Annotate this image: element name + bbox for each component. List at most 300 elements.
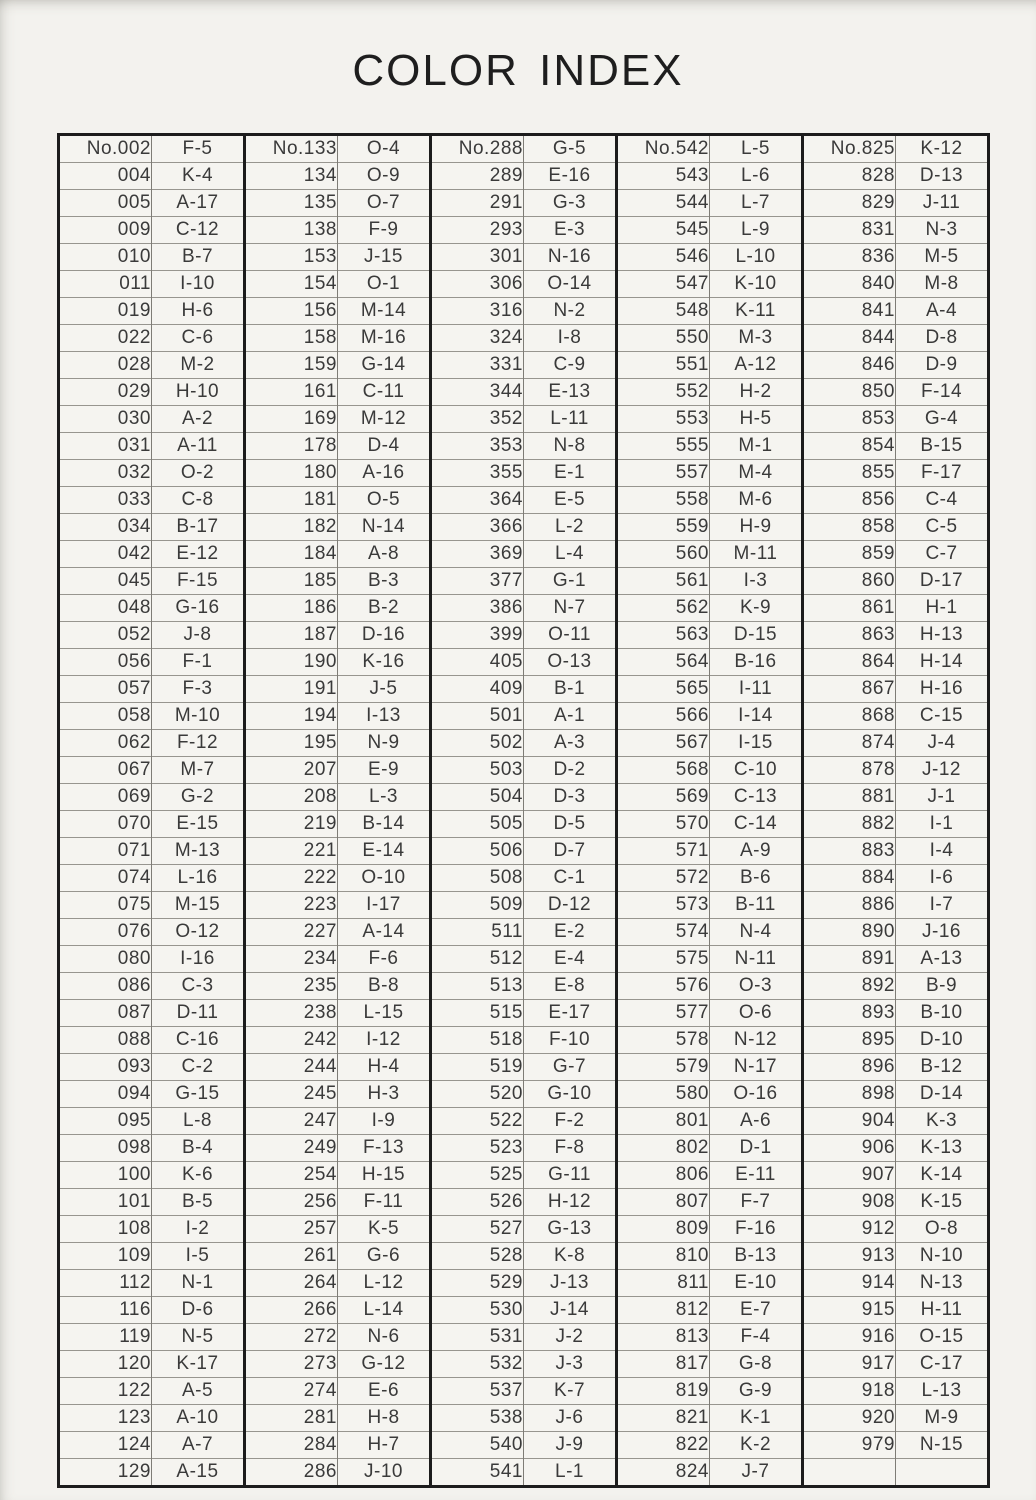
cell-color-number: 062 bbox=[59, 730, 152, 757]
cell-location-code: A-13 bbox=[896, 946, 989, 973]
table-row bbox=[59, 622, 989, 649]
table-row bbox=[59, 973, 989, 1000]
table-row bbox=[59, 1351, 989, 1378]
cell-color-number: 531 bbox=[431, 1324, 524, 1351]
cell-location-code: K-1 bbox=[710, 1405, 803, 1432]
cell-color-number: 180 bbox=[245, 460, 338, 487]
cell-color-number: 069 bbox=[59, 784, 152, 811]
cell-location-code: G-9 bbox=[710, 1378, 803, 1405]
table-container bbox=[57, 133, 990, 1488]
cell-color-number: 186 bbox=[245, 595, 338, 622]
cell-color-number: 364 bbox=[431, 487, 524, 514]
cell-color-number: 572 bbox=[617, 865, 710, 892]
cell-location-code: F-9 bbox=[338, 217, 431, 244]
cell-location-code: C-11 bbox=[338, 379, 431, 406]
cell-color-number bbox=[803, 1459, 896, 1487]
cell-location-code: E-7 bbox=[710, 1297, 803, 1324]
cell-color-number: 552 bbox=[617, 379, 710, 406]
cell-location-code: K-2 bbox=[710, 1432, 803, 1459]
cell-location-code: A-8 bbox=[338, 541, 431, 568]
cell-color-number: 257 bbox=[245, 1216, 338, 1243]
cell-location-code: F-14 bbox=[896, 379, 989, 406]
cell-location-code: L-14 bbox=[338, 1297, 431, 1324]
cell-color-number: 817 bbox=[617, 1351, 710, 1378]
cell-color-number: 558 bbox=[617, 487, 710, 514]
cell-color-number: 527 bbox=[431, 1216, 524, 1243]
cell-color-number: 284 bbox=[245, 1432, 338, 1459]
table-row bbox=[59, 1162, 989, 1189]
cell-location-code: L-2 bbox=[524, 514, 617, 541]
cell-color-number: 546 bbox=[617, 244, 710, 271]
cell-location-code: H-12 bbox=[524, 1189, 617, 1216]
table-row bbox=[59, 811, 989, 838]
cell-color-number: 223 bbox=[245, 892, 338, 919]
cell-color-number: 087 bbox=[59, 1000, 152, 1027]
cell-location-code: J-15 bbox=[338, 244, 431, 271]
cell-color-number: 560 bbox=[617, 541, 710, 568]
cell-color-number: 523 bbox=[431, 1135, 524, 1162]
cell-color-number: 550 bbox=[617, 325, 710, 352]
cell-location-code: L-16 bbox=[152, 865, 245, 892]
cell-location-code: B-7 bbox=[152, 244, 245, 271]
cell-location-code: E-8 bbox=[524, 973, 617, 1000]
cell-color-number: 806 bbox=[617, 1162, 710, 1189]
cell-color-number: 898 bbox=[803, 1081, 896, 1108]
cell-color-number: 541 bbox=[431, 1459, 524, 1487]
cell-color-number: 856 bbox=[803, 487, 896, 514]
cell-color-number: 511 bbox=[431, 919, 524, 946]
table-row bbox=[59, 487, 989, 514]
cell-location-code: B-17 bbox=[152, 514, 245, 541]
cell-location-code: I-7 bbox=[896, 892, 989, 919]
cell-location-code: F-4 bbox=[710, 1324, 803, 1351]
cell-color-number: 508 bbox=[431, 865, 524, 892]
cell-location-code: J-7 bbox=[710, 1459, 803, 1487]
cell-color-number: 377 bbox=[431, 568, 524, 595]
cell-location-code: D-11 bbox=[152, 1000, 245, 1027]
cell-location-code: K-7 bbox=[524, 1378, 617, 1405]
table-row bbox=[59, 1216, 989, 1243]
cell-location-code: B-6 bbox=[710, 865, 803, 892]
cell-location-code: E-9 bbox=[338, 757, 431, 784]
cell-location-code: M-15 bbox=[152, 892, 245, 919]
cell-color-number: 182 bbox=[245, 514, 338, 541]
cell-location-code: O-5 bbox=[338, 487, 431, 514]
cell-color-number: 540 bbox=[431, 1432, 524, 1459]
cell-color-number: 831 bbox=[803, 217, 896, 244]
cell-location-code: C-16 bbox=[152, 1027, 245, 1054]
cell-location-code: H-6 bbox=[152, 298, 245, 325]
cell-location-code: D-7 bbox=[524, 838, 617, 865]
cell-location-code: I-9 bbox=[338, 1108, 431, 1135]
cell-color-number: 574 bbox=[617, 919, 710, 946]
cell-color-number: 261 bbox=[245, 1243, 338, 1270]
cell-color-number: No.002 bbox=[59, 135, 152, 163]
cell-location-code: E-13 bbox=[524, 379, 617, 406]
cell-color-number: 859 bbox=[803, 541, 896, 568]
table-row bbox=[59, 757, 989, 784]
cell-location-code: N-15 bbox=[896, 1432, 989, 1459]
table-row bbox=[59, 1243, 989, 1270]
cell-color-number: 855 bbox=[803, 460, 896, 487]
cell-color-number: 530 bbox=[431, 1297, 524, 1324]
cell-location-code: C-15 bbox=[896, 703, 989, 730]
cell-color-number: 854 bbox=[803, 433, 896, 460]
cell-location-code: J-10 bbox=[338, 1459, 431, 1487]
cell-color-number: 245 bbox=[245, 1081, 338, 1108]
cell-color-number: 058 bbox=[59, 703, 152, 730]
cell-location-code: M-16 bbox=[338, 325, 431, 352]
cell-color-number: 858 bbox=[803, 514, 896, 541]
table-row bbox=[59, 1081, 989, 1108]
table-row bbox=[59, 1324, 989, 1351]
cell-color-number: 811 bbox=[617, 1270, 710, 1297]
cell-color-number: 019 bbox=[59, 298, 152, 325]
cell-color-number: 850 bbox=[803, 379, 896, 406]
cell-location-code: M-12 bbox=[338, 406, 431, 433]
cell-location-code: D-9 bbox=[896, 352, 989, 379]
table-row bbox=[59, 433, 989, 460]
cell-location-code: M-7 bbox=[152, 757, 245, 784]
cell-color-number: 022 bbox=[59, 325, 152, 352]
cell-location-code: O-15 bbox=[896, 1324, 989, 1351]
cell-location-code: K-10 bbox=[710, 271, 803, 298]
cell-color-number: 057 bbox=[59, 676, 152, 703]
cell-color-number: 067 bbox=[59, 757, 152, 784]
cell-color-number: 120 bbox=[59, 1351, 152, 1378]
cell-location-code: L-1 bbox=[524, 1459, 617, 1487]
cell-location-code: I-13 bbox=[338, 703, 431, 730]
cell-color-number: 565 bbox=[617, 676, 710, 703]
cell-location-code: I-5 bbox=[152, 1243, 245, 1270]
cell-location-code: J-12 bbox=[896, 757, 989, 784]
cell-color-number: 247 bbox=[245, 1108, 338, 1135]
cell-color-number: 575 bbox=[617, 946, 710, 973]
table-row bbox=[59, 568, 989, 595]
cell-color-number: 093 bbox=[59, 1054, 152, 1081]
cell-color-number: 011 bbox=[59, 271, 152, 298]
cell-color-number: 169 bbox=[245, 406, 338, 433]
cell-location-code: M-14 bbox=[338, 298, 431, 325]
cell-location-code: C-6 bbox=[152, 325, 245, 352]
cell-color-number: 501 bbox=[431, 703, 524, 730]
cell-color-number: No.542 bbox=[617, 135, 710, 163]
cell-color-number: 881 bbox=[803, 784, 896, 811]
cell-color-number: 244 bbox=[245, 1054, 338, 1081]
cell-location-code: K-14 bbox=[896, 1162, 989, 1189]
cell-location-code: I-6 bbox=[896, 865, 989, 892]
cell-location-code: D-2 bbox=[524, 757, 617, 784]
cell-color-number: 004 bbox=[59, 163, 152, 190]
cell-color-number: 576 bbox=[617, 973, 710, 1000]
cell-color-number: 094 bbox=[59, 1081, 152, 1108]
cell-color-number: 184 bbox=[245, 541, 338, 568]
cell-location-code: J-4 bbox=[896, 730, 989, 757]
cell-color-number: 505 bbox=[431, 811, 524, 838]
cell-location-code: C-2 bbox=[152, 1054, 245, 1081]
cell-location-code: O-10 bbox=[338, 865, 431, 892]
cell-location-code: N-17 bbox=[710, 1054, 803, 1081]
cell-color-number: 538 bbox=[431, 1405, 524, 1432]
table-row bbox=[59, 649, 989, 676]
cell-location-code: N-14 bbox=[338, 514, 431, 541]
cell-color-number: 853 bbox=[803, 406, 896, 433]
cell-color-number: 138 bbox=[245, 217, 338, 244]
table-row bbox=[59, 919, 989, 946]
cell-location-code: I-12 bbox=[338, 1027, 431, 1054]
cell-location-code: C-8 bbox=[152, 487, 245, 514]
cell-color-number: 159 bbox=[245, 352, 338, 379]
cell-location-code: L-8 bbox=[152, 1108, 245, 1135]
table-row bbox=[59, 379, 989, 406]
table-row bbox=[59, 1189, 989, 1216]
cell-color-number: 161 bbox=[245, 379, 338, 406]
cell-location-code: E-16 bbox=[524, 163, 617, 190]
table-row bbox=[59, 325, 989, 352]
cell-location-code: I-10 bbox=[152, 271, 245, 298]
cell-location-code: D-8 bbox=[896, 325, 989, 352]
cell-location-code: N-12 bbox=[710, 1027, 803, 1054]
cell-color-number: 801 bbox=[617, 1108, 710, 1135]
cell-location-code: E-6 bbox=[338, 1378, 431, 1405]
cell-location-code: B-15 bbox=[896, 433, 989, 460]
cell-color-number: 579 bbox=[617, 1054, 710, 1081]
cell-color-number: 518 bbox=[431, 1027, 524, 1054]
cell-location-code: G-13 bbox=[524, 1216, 617, 1243]
cell-color-number: 221 bbox=[245, 838, 338, 865]
cell-color-number: 135 bbox=[245, 190, 338, 217]
cell-location-code: E-10 bbox=[710, 1270, 803, 1297]
cell-color-number: 123 bbox=[59, 1405, 152, 1432]
cell-location-code: D-13 bbox=[896, 163, 989, 190]
cell-location-code: J-9 bbox=[524, 1432, 617, 1459]
cell-location-code: I-14 bbox=[710, 703, 803, 730]
cell-location-code: A-4 bbox=[896, 298, 989, 325]
cell-location-code: E-12 bbox=[152, 541, 245, 568]
cell-location-code: O-6 bbox=[710, 1000, 803, 1027]
table-row bbox=[59, 1378, 989, 1405]
cell-color-number: 544 bbox=[617, 190, 710, 217]
cell-color-number: 074 bbox=[59, 865, 152, 892]
cell-color-number: 557 bbox=[617, 460, 710, 487]
cell-location-code: C-5 bbox=[896, 514, 989, 541]
cell-location-code: E-2 bbox=[524, 919, 617, 946]
cell-color-number: 528 bbox=[431, 1243, 524, 1270]
cell-location-code: K-13 bbox=[896, 1135, 989, 1162]
cell-color-number: 366 bbox=[431, 514, 524, 541]
cell-color-number: 032 bbox=[59, 460, 152, 487]
cell-color-number: 254 bbox=[245, 1162, 338, 1189]
cell-color-number: 519 bbox=[431, 1054, 524, 1081]
cell-location-code: C-7 bbox=[896, 541, 989, 568]
cell-location-code: D-6 bbox=[152, 1297, 245, 1324]
cell-location-code: A-5 bbox=[152, 1378, 245, 1405]
cell-color-number: No.288 bbox=[431, 135, 524, 163]
cell-color-number: 555 bbox=[617, 433, 710, 460]
cell-color-number: 503 bbox=[431, 757, 524, 784]
cell-color-number: 509 bbox=[431, 892, 524, 919]
cell-location-code: C-10 bbox=[710, 757, 803, 784]
table-row bbox=[59, 1054, 989, 1081]
cell-color-number: 580 bbox=[617, 1081, 710, 1108]
cell-color-number: 122 bbox=[59, 1378, 152, 1405]
cell-color-number: 369 bbox=[431, 541, 524, 568]
cell-location-code: B-12 bbox=[896, 1054, 989, 1081]
cell-color-number: 846 bbox=[803, 352, 896, 379]
cell-color-number: 153 bbox=[245, 244, 338, 271]
cell-color-number: 112 bbox=[59, 1270, 152, 1297]
cell-color-number: 355 bbox=[431, 460, 524, 487]
cell-location-code: D-16 bbox=[338, 622, 431, 649]
cell-location-code: F-3 bbox=[152, 676, 245, 703]
cell-location-code: O-1 bbox=[338, 271, 431, 298]
cell-color-number: 386 bbox=[431, 595, 524, 622]
cell-color-number: 906 bbox=[803, 1135, 896, 1162]
cell-location-code: M-4 bbox=[710, 460, 803, 487]
cell-location-code: D-3 bbox=[524, 784, 617, 811]
cell-location-code: I-1 bbox=[896, 811, 989, 838]
cell-color-number: 399 bbox=[431, 622, 524, 649]
cell-color-number: 577 bbox=[617, 1000, 710, 1027]
cell-color-number: 566 bbox=[617, 703, 710, 730]
cell-color-number: 249 bbox=[245, 1135, 338, 1162]
cell-color-number: No.825 bbox=[803, 135, 896, 163]
cell-location-code: K-17 bbox=[152, 1351, 245, 1378]
cell-color-number: 836 bbox=[803, 244, 896, 271]
cell-location-code: N-10 bbox=[896, 1243, 989, 1270]
cell-color-number: 116 bbox=[59, 1297, 152, 1324]
cell-location-code: N-2 bbox=[524, 298, 617, 325]
cell-location-code: N-4 bbox=[710, 919, 803, 946]
cell-location-code: H-16 bbox=[896, 676, 989, 703]
cell-location-code: B-1 bbox=[524, 676, 617, 703]
cell-color-number: 154 bbox=[245, 271, 338, 298]
cell-color-number: 890 bbox=[803, 919, 896, 946]
cell-location-code: M-13 bbox=[152, 838, 245, 865]
cell-location-code: G-2 bbox=[152, 784, 245, 811]
cell-color-number: 098 bbox=[59, 1135, 152, 1162]
cell-color-number: 915 bbox=[803, 1297, 896, 1324]
table-row bbox=[59, 190, 989, 217]
cell-location-code: I-16 bbox=[152, 946, 245, 973]
cell-color-number: 543 bbox=[617, 163, 710, 190]
cell-color-number: 052 bbox=[59, 622, 152, 649]
cell-location-code: G-1 bbox=[524, 568, 617, 595]
cell-location-code: B-13 bbox=[710, 1243, 803, 1270]
cell-color-number: 272 bbox=[245, 1324, 338, 1351]
cell-color-number: 569 bbox=[617, 784, 710, 811]
cell-color-number: 033 bbox=[59, 487, 152, 514]
cell-location-code: J-3 bbox=[524, 1351, 617, 1378]
cell-color-number: 190 bbox=[245, 649, 338, 676]
table-row bbox=[59, 865, 989, 892]
table-row bbox=[59, 838, 989, 865]
table-row bbox=[59, 1108, 989, 1135]
cell-location-code: O-8 bbox=[896, 1216, 989, 1243]
cell-location-code: M-5 bbox=[896, 244, 989, 271]
cell-color-number: 101 bbox=[59, 1189, 152, 1216]
table-row bbox=[59, 595, 989, 622]
cell-location-code: M-8 bbox=[896, 271, 989, 298]
cell-location-code: H-13 bbox=[896, 622, 989, 649]
table-row bbox=[59, 352, 989, 379]
table-row bbox=[59, 1270, 989, 1297]
cell-color-number: 075 bbox=[59, 892, 152, 919]
cell-location-code: H-7 bbox=[338, 1432, 431, 1459]
table-row bbox=[59, 406, 989, 433]
cell-color-number: 907 bbox=[803, 1162, 896, 1189]
cell-location-code: H-11 bbox=[896, 1297, 989, 1324]
cell-color-number: 863 bbox=[803, 622, 896, 649]
cell-location-code: A-2 bbox=[152, 406, 245, 433]
cell-location-code: H-10 bbox=[152, 379, 245, 406]
cell-location-code: H-14 bbox=[896, 649, 989, 676]
cell-color-number: 813 bbox=[617, 1324, 710, 1351]
cell-location-code: K-16 bbox=[338, 649, 431, 676]
cell-color-number: 570 bbox=[617, 811, 710, 838]
cell-color-number: 563 bbox=[617, 622, 710, 649]
cell-color-number: 010 bbox=[59, 244, 152, 271]
cell-location-code: L-7 bbox=[710, 190, 803, 217]
cell-location-code: K-4 bbox=[152, 163, 245, 190]
table-row bbox=[59, 271, 989, 298]
cell-location-code: G-7 bbox=[524, 1054, 617, 1081]
cell-location-code: A-16 bbox=[338, 460, 431, 487]
cell-location-code: N-9 bbox=[338, 730, 431, 757]
cell-color-number: 824 bbox=[617, 1459, 710, 1487]
cell-location-code: B-9 bbox=[896, 973, 989, 1000]
cell-location-code: O-9 bbox=[338, 163, 431, 190]
cell-color-number: 526 bbox=[431, 1189, 524, 1216]
cell-location-code: B-11 bbox=[710, 892, 803, 919]
cell-color-number: 316 bbox=[431, 298, 524, 325]
cell-color-number: 515 bbox=[431, 1000, 524, 1027]
cell-color-number: 867 bbox=[803, 676, 896, 703]
cell-location-code bbox=[896, 1459, 989, 1487]
cell-location-code: O-14 bbox=[524, 271, 617, 298]
cell-color-number: 108 bbox=[59, 1216, 152, 1243]
cell-color-number: 042 bbox=[59, 541, 152, 568]
cell-color-number: 545 bbox=[617, 217, 710, 244]
cell-color-number: 028 bbox=[59, 352, 152, 379]
cell-location-code: B-8 bbox=[338, 973, 431, 1000]
cell-location-code: H-8 bbox=[338, 1405, 431, 1432]
cell-location-code: G-11 bbox=[524, 1162, 617, 1189]
cell-location-code: H-2 bbox=[710, 379, 803, 406]
cell-color-number: 291 bbox=[431, 190, 524, 217]
table-row bbox=[59, 514, 989, 541]
cell-location-code: A-12 bbox=[710, 352, 803, 379]
cell-location-code: G-5 bbox=[552, 138, 587, 159]
cell-color-number: 178 bbox=[245, 433, 338, 460]
table-row bbox=[59, 217, 989, 244]
cell-color-number: 324 bbox=[431, 325, 524, 352]
table-row bbox=[59, 460, 989, 487]
cell-location-code: L-6 bbox=[710, 163, 803, 190]
cell-location-code: E-14 bbox=[338, 838, 431, 865]
cell-location-code: D-12 bbox=[524, 892, 617, 919]
cell-location-code: L-12 bbox=[338, 1270, 431, 1297]
cell-location-code: K-12 bbox=[920, 138, 963, 159]
cell-color-number: 578 bbox=[617, 1027, 710, 1054]
cell-color-number: 119 bbox=[59, 1324, 152, 1351]
cell-color-number: 238 bbox=[245, 1000, 338, 1027]
cell-location-code: F-15 bbox=[152, 568, 245, 595]
cell-location-code: A-1 bbox=[524, 703, 617, 730]
cell-color-number: 070 bbox=[59, 811, 152, 838]
cell-color-number: 273 bbox=[245, 1351, 338, 1378]
table-row bbox=[59, 676, 989, 703]
